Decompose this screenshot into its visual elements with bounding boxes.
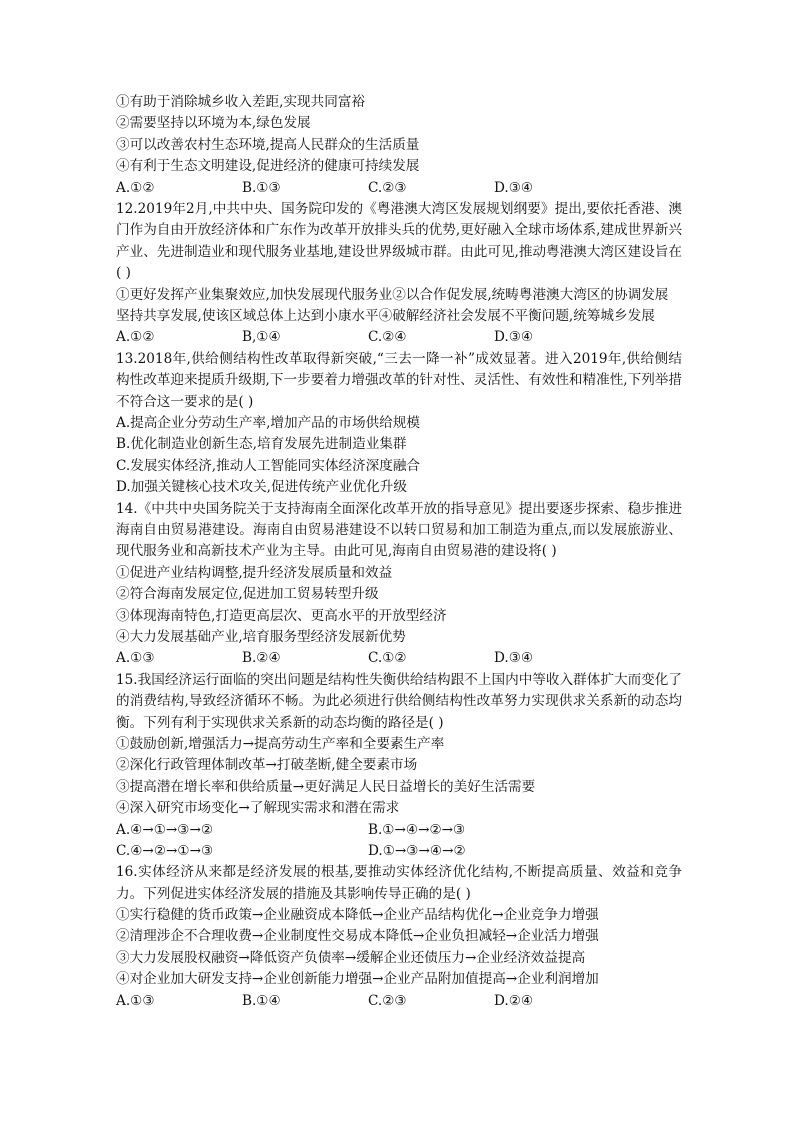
- question-15: [116, 670, 682, 863]
- q15-option-b: B.①→④→②→③: [368, 821, 466, 838]
- question-13: [116, 349, 682, 499]
- question-12: [116, 199, 682, 349]
- q11-item-3: ③可以改善农村生态环境,提高人民群众的生活质量: [116, 136, 420, 153]
- q16-item-3: ③大力发展股权融资→降低资产负债率→缓解企业还债压力→企业经济效益提高: [116, 949, 586, 966]
- q16-item-4: ④对企业加大研发支持→企业创新能力增强→企业产品附加值提高→企业利润增加: [116, 971, 599, 988]
- q16-option-a: A.①③: [116, 992, 155, 1009]
- q14-option-c: C.①②: [368, 650, 407, 667]
- q14-option-b: B.②④: [242, 650, 281, 667]
- q15-item-2: ②深化行政管理体制改革→打破垄断,健全要素市场: [116, 757, 418, 774]
- q11-item-1: ①有助于消除城乡收入差距,实现共同富裕: [116, 94, 366, 110]
- q13-stem: 13.2018年,供给侧结构性改革取得新突破,“三去一降一补”成效显著。进入2019年,供给侧结构性改革迎来提质升级期,下一步要着力增强改革的针对性、灵活性、有效性和精准性,下列举措不符合这一要求的是( ): [116, 350, 682, 410]
- q12-option-d: D.③④: [494, 329, 534, 346]
- q12-item-2: 坚持共享发展,使该区域总体上达到小康水平④破解经济社会发展不平衡问题,统筹城乡发展: [116, 307, 655, 324]
- q12-options: [116, 327, 682, 348]
- q12-option-a: A.①②: [116, 329, 155, 346]
- q14-item-2: ②符合海南发展定位,促进加工贸易转型升级: [116, 586, 379, 603]
- q15-stem: 15.我国经济运行面临的突出问题是结构性失衡供给结构跟不上国内中等收入群体扩大而变化了的消费结构,导致经济循环不畅。为此必须进行供给侧结构性改革努力实现供求关系新的动态均衡。下列有利于实现供求关系新的动态均衡的路径是( ): [116, 671, 682, 731]
- q14-option-a: A.①③: [116, 650, 155, 667]
- q12-option-b: B,①④: [242, 329, 281, 346]
- q14-item-1: ①促进产业结构调整,提升经济发展质量和效益: [116, 564, 393, 581]
- q11-option-d: D.③④: [494, 179, 534, 196]
- q13-option-b: B.优化制造业创新生态,培育发展先进制造业集群: [116, 436, 407, 453]
- q15-options-row-1: [116, 820, 682, 841]
- q15-option-c: C.④→②→①→③: [116, 842, 214, 859]
- q13-option-d: D.加强关键核心技术攻关,促进传统产业优化升级: [116, 479, 407, 496]
- q11-item-2: ②需要坚持以环境为本,绿色发展: [116, 115, 311, 132]
- q11-option-b: B.①③: [242, 179, 281, 196]
- q15-item-4: ④深入研究市场变化→了解现实需求和潜在需求: [116, 800, 400, 817]
- q11-option-a: A.①②: [116, 179, 155, 196]
- q15-item-1: ①鼓励创新,增强活力→提高劳动生产率和全要素生产率: [116, 735, 445, 752]
- q11-item-4: ④有利于生态文明建设,促进经济的健康可持续发展: [116, 158, 420, 175]
- q13-option-c: C.发展实体经济,推动人工智能同实体经济深度融合: [116, 457, 421, 474]
- q12-item-1: ①更好发挥产业集聚效应,加快发展现代服务业②以合作促发展,统畴粤港澳大湾区的协调发展: [116, 286, 669, 303]
- q14-options: [116, 648, 682, 669]
- q16-item-1: ①实行稳健的货币政策→企业融资成本降低→企业产品结构优化→企业竞争力增强: [116, 907, 599, 924]
- exam-page: [116, 92, 682, 1012]
- q16-option-d: D.②④: [494, 992, 534, 1009]
- question-14: [116, 499, 682, 670]
- q11-options: [116, 178, 682, 199]
- q11-option-c: C.②③: [368, 179, 407, 196]
- q14-item-4: ④大力发展基础产业,培育服务型经济发展新优势: [116, 628, 406, 645]
- q16-option-b: B.①④: [242, 992, 281, 1009]
- q13-option-a: A.提高企业分劳动生产率,增加产品的市场供给规模: [116, 414, 420, 431]
- q14-stem: 14.《中共中央国务院关于支持海南全面深化改革开放的指导意见》提出要逐步探索、稳步推进海南自由贸易港建设。海南自由贸易港建设不以转口贸易和加工制造为重点,而以发展旅游业、现代服务业和高新技术产业为主导。由此可见,海南自由贸易港的建设将( ): [116, 500, 682, 560]
- q15-options-row-2: [116, 841, 682, 862]
- q12-option-c: C.②④: [368, 329, 407, 346]
- question-11: [116, 92, 682, 199]
- q14-item-3: ③体现海南特色,打造更高层次、更高水平的开放型经济: [116, 607, 447, 624]
- q16-item-2: ②清理涉企不合理收费→企业制度性交易成本降低→企业负担减轻→企业活力增强: [116, 928, 599, 945]
- q16-option-c: C.②③: [368, 992, 407, 1009]
- q16-options: [116, 991, 682, 1012]
- q12-stem: 12.2019年2月,中共中央、国务院印发的《粤港澳大湾区发展规划纲要》提出,要依托香港、澳门作为自由开放经济体和广东作为改革开放排头兵的优势,更好融入全球市场体系,建成世界新兴产业、先进制造业和现代服务业基地,建设世界级城市群。由此可见,推动粤港澳大湾区建设旨在( ): [116, 200, 682, 282]
- q15-option-a: A.④→①→③→②: [116, 821, 214, 838]
- q15-item-3: ③提高潜在增长率和供给质量→更好满足人民日益增长的美好生活需要: [116, 778, 536, 795]
- q14-option-d: D.③④: [494, 650, 534, 667]
- q16-stem: 16.实体经济从来都是经济发展的根基,要推动实体经济优化结构,不断提高质量、效益和竞争力。下列促进实体经济发展的措施及其影响传导正确的是( ): [116, 864, 682, 902]
- question-16: [116, 862, 682, 1012]
- q15-option-d: D.①→③→④→②: [368, 842, 466, 859]
